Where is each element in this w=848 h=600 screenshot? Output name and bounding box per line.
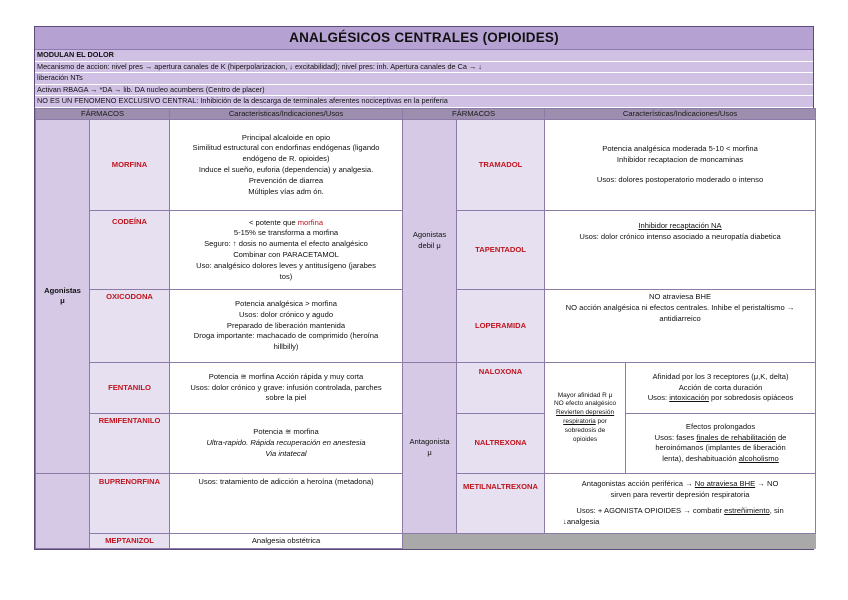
header-farmacos-left: FÁRMACOS [36,108,170,119]
table-row [36,362,816,413]
desc-metilnaltrexona: Antagonistas acción periférica → No atraviesa BHE → NO sirven para revertir depresión respiratoria Usos: + AGONISTA OPIOIDES → combatir estreñimiento, sin ↓analgesia [545,473,816,533]
group-agonistas-debil: Agonistas debil μ [403,119,457,362]
table-row [36,119,816,210]
desc-naloxona: Afinidad por los 3 receptores (μ,K, delta) Acción de corta duración Usos: intoxicación por sobredosis opiáceos [626,362,816,413]
group-antagonista: Antagonista μ [403,362,457,533]
desc-tapentadol: Inhibidor recaptación NA Usos: dolor crónico intenso asociado a neuropatía diabetica [545,210,816,289]
drug-loperamida: LOPERAMIDA [457,289,545,362]
desc-morfina: Principal alcaloide en opio Similitud estructural con endorfinas endógenas (ligando endógeno de R. opioides) Induce el sueño, euforia (dependencia) y analgesia. Prevención de diarrea Múltiples vías adm ón. [170,119,403,210]
drug-morfina: MORFINA [90,119,170,210]
desc-oxicodona: Potencia analgésica > morfina Usos: dolor crónico y agudo Preparado de liberación mantenida Droga importante: machacado de comprimido (heroína hillbilly) [170,289,403,362]
intro-line-1: MODULAN EL DOLOR [35,50,813,62]
drug-meptanizol: MEPTANIZOL [90,533,170,548]
page-title: ANALGÉSICOS CENTRALES (OPIOIDES) [35,27,813,50]
drug-fentanilo: FENTANILO [90,362,170,413]
group-agonistas: Agonistas μ [36,119,90,473]
drug-metilnaltrexona: METILNALTREXONA [457,473,545,533]
opioids-summary-sheet [34,26,814,550]
intro-line-2: Mecanismo de accion: nivel pres → apertura canales de K (hiperpolarizacion, ↓ excitabilidad); nivel pres: inh. Apertura canales de Ca → ↓ [35,62,813,74]
header-caracteristicas-right: Características/Indicaciones/Usos [545,108,816,119]
header-caracteristicas-left: Características/Indicaciones/Usos [170,108,403,119]
desc-fentanilo: Potencia ≅ morfina Acción rápida y muy corta Usos: dolor crónico y grave: infusión controlada, parches sobre la piel [170,362,403,413]
desc-remifentanilo: Potencia ≅ morfina Ultra-rapido. Rápida recuperación en anestesia Via intatecal [170,413,403,473]
desc-loperamida: NO atraviesa BHE NO acción analgésica ni efectos centrales. Inhibe el peristaltismo → antidiarreico [545,289,816,362]
header-farmacos-right: FÁRMACOS [403,108,545,119]
drug-buprenorfina: BUPRENORFINA [90,473,170,533]
blank-cell [403,533,816,548]
intro-line-4: Activan RBAGA → *DA → lib. DA nucleo acumbens (Centro de placer) [35,85,813,97]
desc-buprenorfina: Usos: tratamiento de adicción a heroína (metadona) [170,473,403,533]
drug-tapentadol: TAPENTADOL [457,210,545,289]
opioids-table [35,108,816,549]
intro-line-5: NO ES UN FENOMENO EXCLUSIVO CENTRAL: Inhibición de la descarga de terminales aferentes nociceptivas en la periferia [35,96,813,108]
desc-codeina: < potente que morfina 5-15% se transforma a morfina Seguro: ↑ dosis no aumenta el efecto analgésico Combinar con PARACETAMOL Uso: analgésico dolores leves y antitusígeno (jarabes tos) [170,210,403,289]
drug-naltrexona: NALTREXONA [457,413,545,473]
drug-tramadol: TRAMADOL [457,119,545,210]
group-agonistas-lower [36,473,90,548]
table-header-row [36,108,816,119]
desc-antagonists-shared: Mayor afinidad R μ NO efecto analgésico Revierten depresión respiratoria por sobredosis de opioides [545,362,626,473]
drug-oxicodona: OXICODONA [90,289,170,362]
desc-tramadol: Potencia analgésica moderada 5-10 < morfina Inhibidor recaptacion de moncaminas Usos: dolores postoperatorio moderado o intenso [545,119,816,210]
drug-naloxona: NALOXONA [457,362,545,413]
drug-remifentanilo: REMIFENTANILO [90,413,170,473]
desc-meptanizol: Analgesia obstétrica [170,533,403,548]
intro-line-3: liberación NTs [35,73,813,85]
desc-naltrexona: Efectos prolongados Usos: fases finales de rehabilitación de heroinómanos (implantes de liberación lenta), deshabituación alcoholismo [626,413,816,473]
table-row [36,533,816,548]
drug-codeina: CODEÍNA [90,210,170,289]
